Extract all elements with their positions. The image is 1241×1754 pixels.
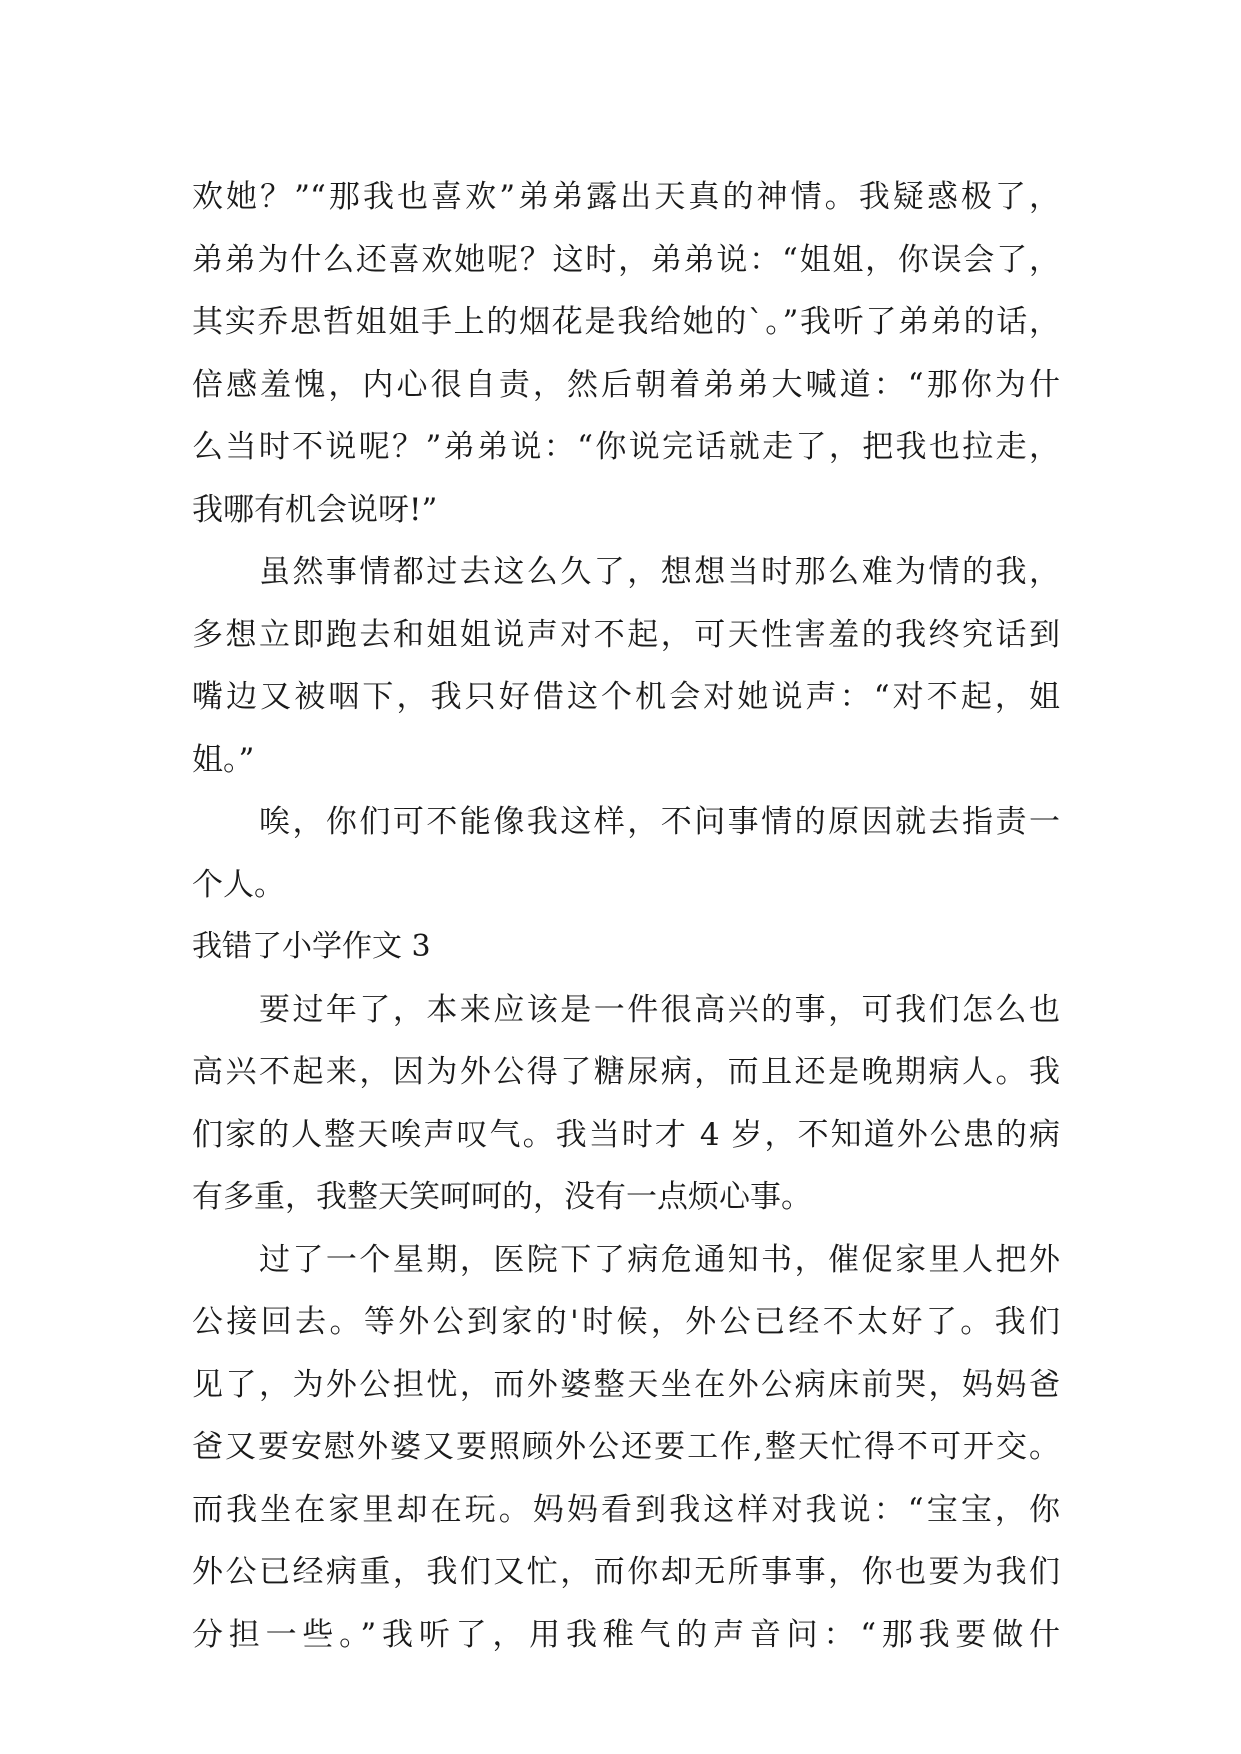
paragraph-first-line: 要过年了，本来应该是一件很高兴的事，可我们怎么也 bbox=[192, 991, 1060, 1028]
text-line: 分担一些。”我听了，用我稚气的声音问：“那我要做什 bbox=[192, 1616, 1060, 1653]
text-line: 么当时不说呢？”弟弟说：“你说完话就走了，把我也拉走， bbox=[192, 429, 1060, 465]
text-line: 欢她？”“那我也喜欢”弟弟露出天真的神情。我疑惑极了， bbox=[192, 179, 1060, 215]
text-line: 有多重，我整天笑呵呵的，没有一点烦心事。 bbox=[192, 1179, 812, 1215]
text-line: 高兴不起来，因为外公得了糖尿病，而且还是晚期病人。我 bbox=[192, 1054, 1060, 1090]
text-line: 我哪有机会说呀!” bbox=[192, 491, 438, 528]
text-line: 嘴边又被咽下，我只好借这个机会对她说声：“对不起，姐 bbox=[192, 679, 1060, 715]
text-line: 见了，为外公担忧，而外婆整天坐在外公病床前哭，妈妈爸 bbox=[192, 1366, 1060, 1403]
text-line: 而我坐在家里却在玩。妈妈看到我这样对我说：“宝宝，你 bbox=[192, 1491, 1060, 1528]
text-line: 外公已经病重，我们又忙，而你却无所事事，你也要为我们 bbox=[192, 1554, 1060, 1590]
paragraph-first-line: 唉，你们可不能像我这样，不问事情的原因就去指责一 bbox=[192, 804, 1060, 840]
text-line: 爸又要安慰外婆又要照顾外公还要工作,整天忙得不可开交。 bbox=[192, 1429, 1060, 1465]
text-line: 其实乔思哲姐姐手上的烟花是我给她的`。”我听了弟弟的话， bbox=[192, 304, 1060, 340]
section-heading: 我错了小学作文 3 bbox=[192, 929, 431, 964]
paragraph-first-line: 虽然事情都过去这么久了，想想当时那么难为情的我， bbox=[192, 554, 1060, 590]
text-line: 弟弟为什么还喜欢她呢？这时，弟弟说：“姐姐，你误会了， bbox=[192, 241, 1060, 278]
text-line: 们家的人整天唉声叹气。我当时才 4 岁，不知道外公患的病 bbox=[192, 1116, 1060, 1153]
text-line: 多想立即跑去和姐姐说声对不起，可天性害羞的我终究话到 bbox=[192, 616, 1060, 653]
text-line: 姐。” bbox=[192, 741, 255, 778]
document-body bbox=[192, 166, 1060, 1666]
text-line: 公接回去。等外公到家的'时候，外公已经不太好了。我们 bbox=[192, 1304, 1060, 1340]
text-line: 倍感羞愧，内心很自责，然后朝着弟弟大喊道：“那你为什 bbox=[192, 366, 1060, 403]
paragraph-first-line: 过了一个星期，医院下了病危通知书，催促家里人把外 bbox=[192, 1241, 1060, 1278]
text-line: 个人。 bbox=[192, 866, 285, 903]
